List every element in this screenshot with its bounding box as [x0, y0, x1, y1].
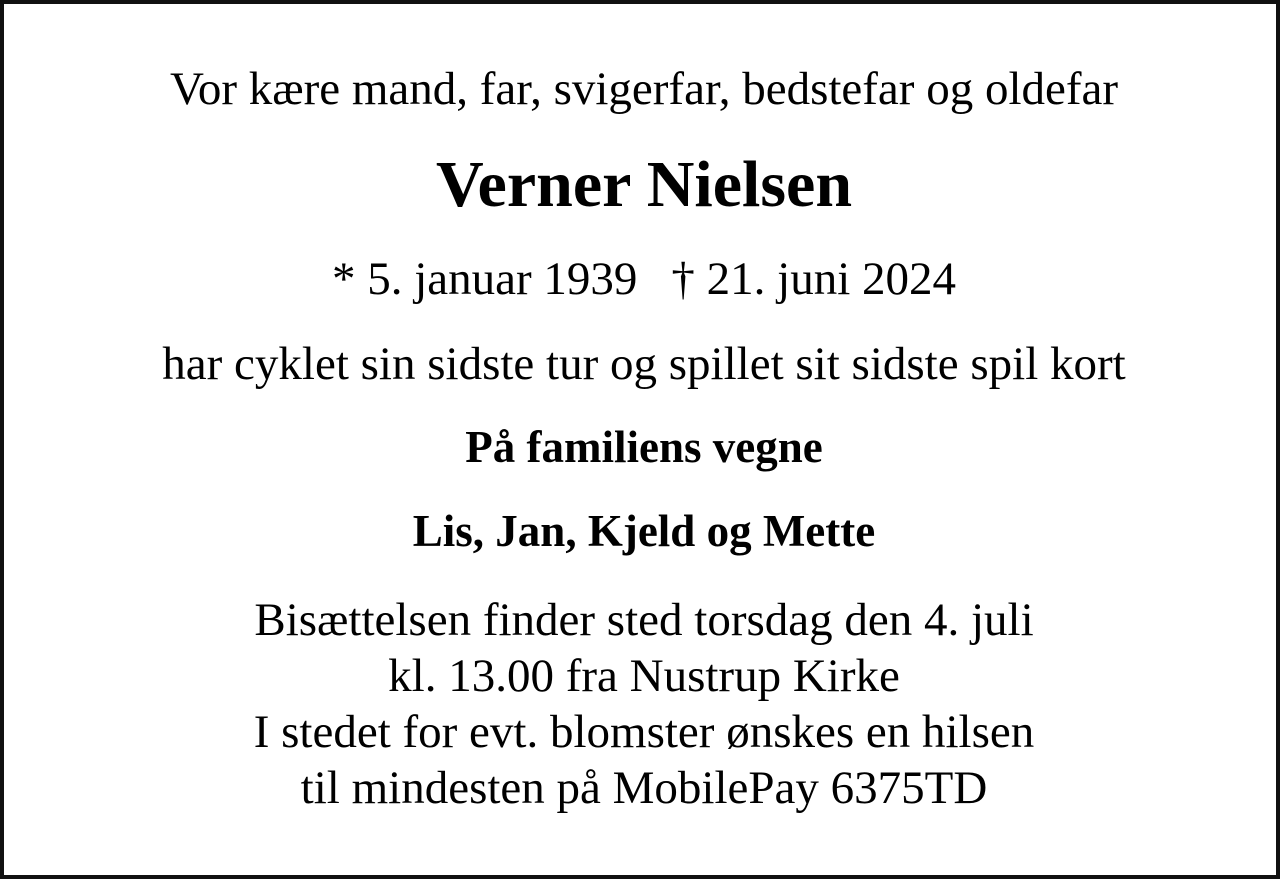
birth-date: * 5. januar 1939 [331, 253, 638, 305]
deceased-name: Verner Nielsen [435, 148, 853, 221]
death-date: † 21. juni 2024 [671, 253, 957, 305]
intro-line: Vor kære mand, far, svigerfar, bedstefar og oldefar [169, 63, 1119, 115]
funeral-line-4: til mindesten på MobilePay 6375TD [300, 762, 988, 814]
on-behalf-line: På familiens vegne [465, 422, 823, 472]
signers-line: Lis, Jan, Kjeld og Mette [412, 506, 876, 556]
epitaph-line: har cyklet sin sidste tur og spillet sit sidste spil kort [162, 338, 1126, 390]
funeral-line-1: Bisættelsen finder sted torsdag den 4. juli [254, 594, 1034, 646]
funeral-info [4, 592, 1280, 816]
funeral-line-2: kl. 13.00 fra Nustrup Kirke [388, 650, 900, 702]
life-dates [4, 253, 1280, 305]
funeral-line-3: I stedet for evt. blomster ønskes en hilsen [253, 706, 1035, 758]
